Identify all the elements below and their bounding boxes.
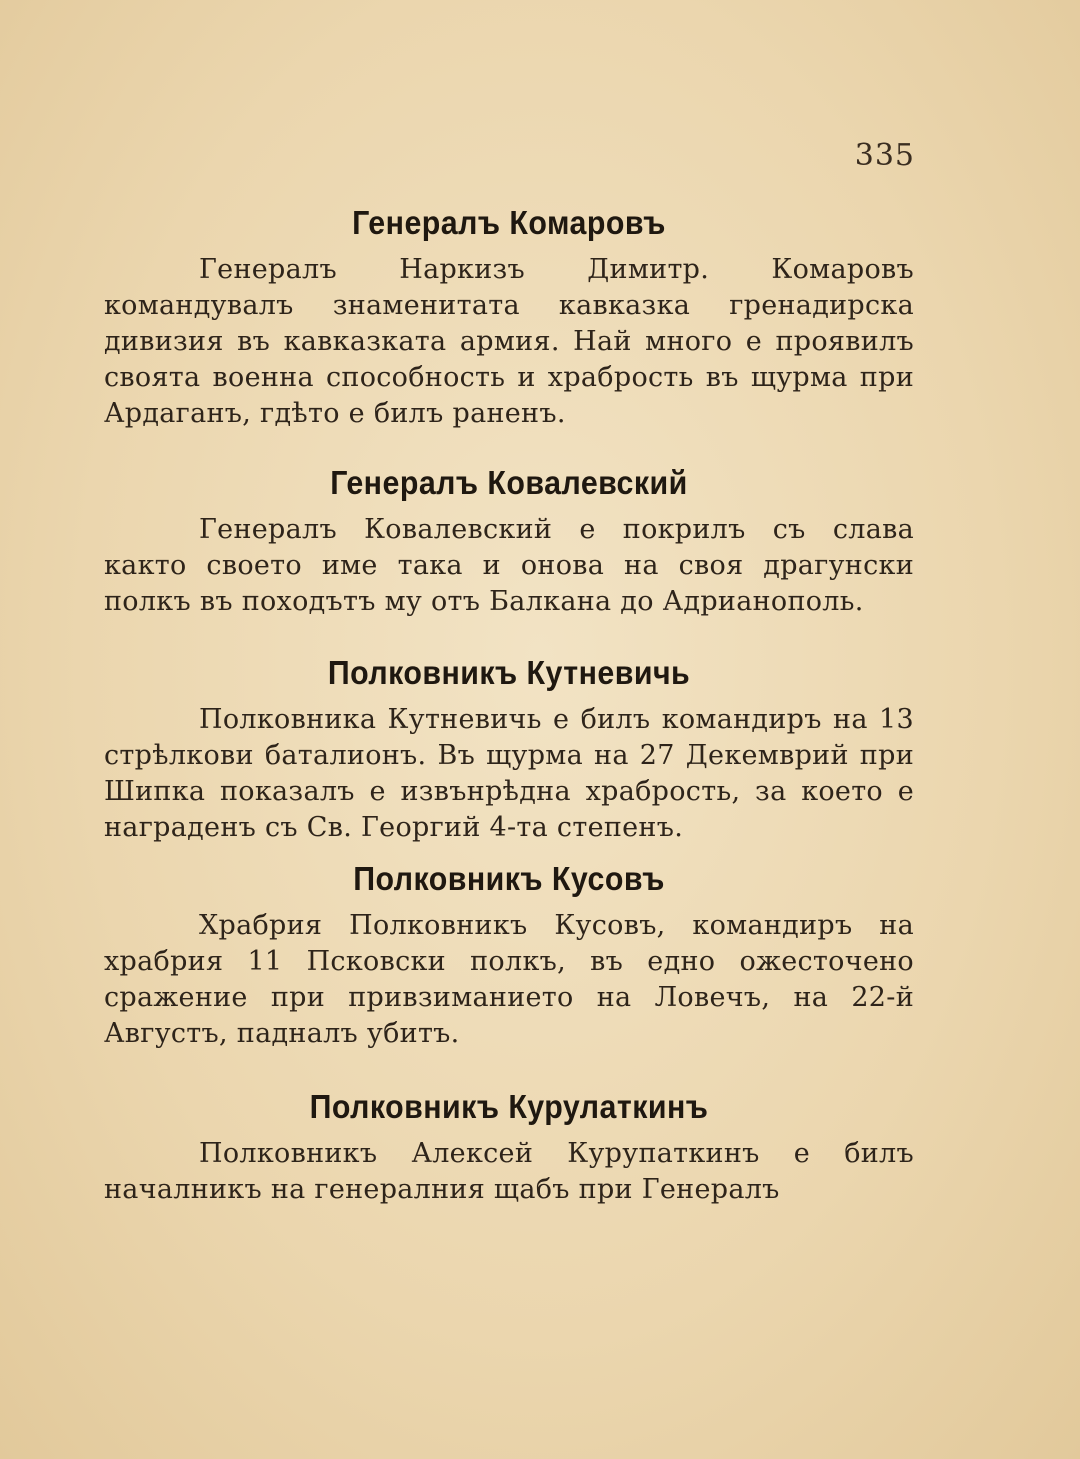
section-kovalevsky <box>104 464 914 620</box>
section-paragraph: Храбрия Полковникъ Кусовъ, командиръ на храбрия 11 Псковски полкъ, въ едно ожесточено сражение при привзиманието на Ловечъ, на 22-й Августъ, падналъ убитъ. <box>104 910 914 1049</box>
page-number: 335 <box>854 138 915 173</box>
section-paragraph: Генералъ Наркизъ Димитр. Комаровъ командувалъ знаменитата кавказка гренадирска дивизия въ кавказката армия. Най много е проявилъ своята военна способность и храбрость въ щурма при Ардаганъ, гдѣто е билъ раненъ. <box>104 254 914 429</box>
section-paragraph: Полковникъ Алексей Курупаткинъ е билъ началникъ на генералния щабъ при Генералъ <box>104 1138 914 1205</box>
page-content <box>104 190 914 1208</box>
section-paragraph: Генералъ Ковалевский е покрилъ съ слава както своето име така и онова на своя драгунски полкъ въ походътъ му отъ Балкана до Адрианополь. <box>104 514 914 617</box>
section-kurupatkin <box>104 1088 914 1208</box>
section-heading: Генералъ Комаровъ <box>352 204 666 241</box>
section-heading: Генералъ Ковалевский <box>330 464 688 501</box>
section-paragraph: Полковника Кутневичь е билъ командиръ на 13 стрѣлкови баталионъ. Въ щурма на 27 Декемврий при Шипка показалъ е извънрѣдна храбрость, за което е награденъ съ Св. Георгий 4-та степенъ. <box>104 704 914 843</box>
section-heading: Полковникъ Кутневичь <box>327 654 691 691</box>
section-heading: Полковникъ Кусовъ <box>353 860 665 897</box>
section-kutnevich <box>104 654 914 846</box>
section-komarov <box>104 204 914 432</box>
section-heading: Полковникъ Курулаткинъ <box>309 1088 709 1125</box>
section-kusov <box>104 860 914 1052</box>
